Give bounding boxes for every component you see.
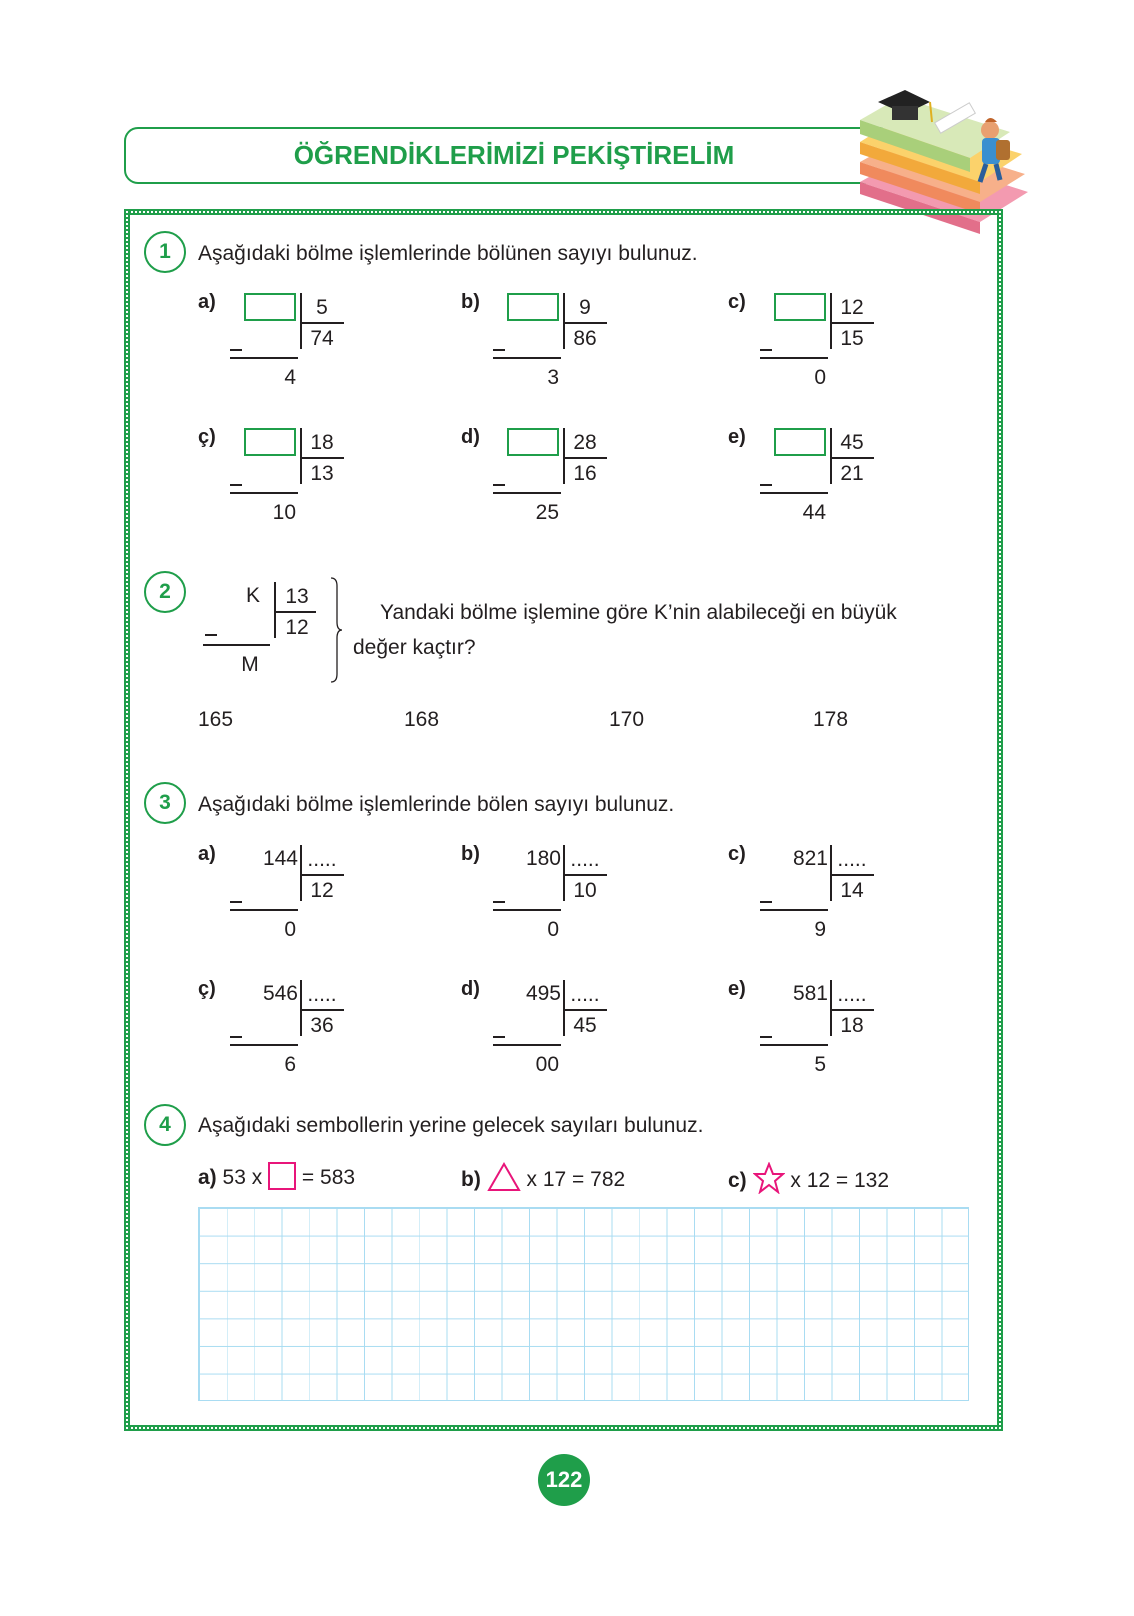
division-problem	[198, 978, 398, 1078]
question-4-text: Aşağıdaki sembollerin yerine gelecek sayıları bulunuz.	[198, 1114, 704, 1137]
quotient: 15	[840, 327, 864, 350]
divisor-line	[274, 611, 316, 613]
divisor-blank[interactable]: .....	[307, 983, 337, 1006]
subtraction-line	[230, 492, 298, 494]
remainder: M	[241, 653, 259, 676]
divisor-line	[300, 1009, 344, 1011]
page-title: ÖĞRENDİKLERİMİZİ PEKİŞTİRELİM	[293, 140, 735, 170]
item-a	[198, 1162, 355, 1190]
dividend: K	[245, 584, 260, 607]
minus-sign	[230, 1036, 242, 1038]
remainder: 3	[547, 366, 559, 389]
quotient: 36	[310, 1014, 334, 1037]
dividend: 495	[525, 982, 561, 1005]
divisor: 18	[310, 431, 334, 454]
question-2-text-line1: Yandaki bölme işlemine göre K’nin alabileceği en büyük	[380, 601, 897, 624]
item-label: a)	[198, 291, 216, 313]
division-problem	[461, 291, 661, 391]
division-problem	[461, 843, 661, 943]
expression-right: x 12 = 132	[790, 1169, 890, 1192]
square-symbol-icon	[268, 1162, 296, 1190]
item-label: c)	[728, 291, 746, 313]
subtraction-line	[203, 644, 270, 646]
minus-sign	[760, 901, 772, 903]
minus-sign	[760, 484, 772, 486]
label: c)	[728, 1169, 747, 1192]
expression-left: 53 x	[222, 1166, 263, 1189]
item-label: a)	[198, 843, 216, 865]
answer-box[interactable]	[507, 293, 559, 321]
remainder: 0	[284, 918, 296, 941]
subtraction-line	[760, 492, 828, 494]
subtraction-line	[760, 1044, 828, 1046]
divisor: 28	[573, 431, 597, 454]
divisor-blank[interactable]: .....	[837, 983, 867, 1006]
dividend: 821	[792, 847, 828, 870]
divisor: 13	[285, 585, 309, 608]
divisor-line	[300, 874, 344, 876]
division-k	[198, 580, 398, 680]
divisor-line	[563, 1009, 607, 1011]
division-problem	[728, 843, 928, 943]
subtraction-line	[493, 492, 561, 494]
divisor-line	[563, 457, 607, 459]
minus-sign	[230, 349, 242, 351]
item-label: d)	[461, 426, 480, 448]
minus-sign	[230, 484, 242, 486]
divisor-line	[300, 322, 344, 324]
remainder: 9	[814, 918, 826, 941]
item-label: ç)	[198, 426, 216, 448]
item-label: e)	[728, 426, 746, 448]
divisor-blank[interactable]: .....	[837, 848, 867, 871]
minus-sign	[760, 349, 772, 351]
divisor-line	[830, 874, 874, 876]
subtraction-line	[493, 1044, 561, 1046]
minus-sign	[493, 901, 505, 903]
divisor-blank[interactable]: .....	[307, 848, 337, 871]
answer-box[interactable]	[507, 428, 559, 456]
item-label: d)	[461, 978, 480, 1000]
label: a)	[198, 1166, 217, 1189]
option-a[interactable]: 165	[198, 708, 234, 731]
quotient: 18	[840, 1014, 864, 1037]
division-problem	[198, 843, 398, 943]
answer-box[interactable]	[244, 293, 296, 321]
divisor-line	[830, 322, 874, 324]
quotient: 12	[310, 879, 334, 902]
dividend: 581	[792, 982, 828, 1005]
brace-icon	[328, 576, 344, 684]
divisor: 45	[840, 431, 864, 454]
quotient: 13	[310, 462, 334, 485]
divisor-line	[830, 457, 874, 459]
label: b)	[461, 1168, 481, 1191]
remainder: 4	[284, 366, 296, 389]
item-label: e)	[728, 978, 746, 1000]
divisor-blank[interactable]: .....	[570, 983, 600, 1006]
divisor-line	[830, 1009, 874, 1011]
expression-right: = 583	[301, 1166, 356, 1189]
dividend: 144	[262, 847, 298, 870]
item-label: b)	[461, 291, 480, 313]
page-number: 122	[538, 1454, 590, 1506]
remainder: 10	[272, 501, 296, 524]
divisor-blank[interactable]: .....	[570, 848, 600, 871]
quotient: 74	[310, 327, 334, 350]
question-1-text: Aşağıdaki bölme işlemlerinde bölünen sayıyı bulunuz.	[198, 242, 698, 265]
option-d[interactable]: 178	[813, 708, 849, 731]
subtraction-line	[760, 909, 828, 911]
triangle-symbol-icon	[487, 1162, 521, 1192]
remainder: 25	[535, 501, 559, 524]
subtraction-line	[760, 357, 828, 359]
question-number-2: 2	[144, 571, 186, 613]
quotient: 12	[285, 616, 309, 639]
division-problem	[198, 426, 398, 526]
answer-box[interactable]	[244, 428, 296, 456]
remainder: 5	[814, 1053, 826, 1076]
minus-sign	[493, 349, 505, 351]
remainder: 0	[814, 366, 826, 389]
answer-box[interactable]	[774, 428, 826, 456]
answer-box[interactable]	[774, 293, 826, 321]
minus-sign	[760, 1036, 772, 1038]
divisor: 12	[840, 296, 864, 319]
question-2-text-line2: değer kaçtır?	[353, 636, 476, 659]
subtraction-line	[230, 909, 298, 911]
quotient: 16	[573, 462, 597, 485]
divisor-line	[300, 457, 344, 459]
item-c	[728, 1162, 889, 1194]
answer-grid[interactable]	[198, 1207, 969, 1401]
subtraction-line	[493, 357, 561, 359]
division-problem	[461, 426, 661, 526]
item-label: c)	[728, 843, 746, 865]
dividend: 180	[525, 847, 561, 870]
question-number-4: 4	[144, 1104, 186, 1146]
item-label: b)	[461, 843, 480, 865]
remainder: 44	[802, 501, 826, 524]
divisor: 5	[316, 296, 328, 319]
minus-sign	[230, 901, 242, 903]
remainder: 0	[547, 918, 559, 941]
quotient: 14	[840, 879, 864, 902]
quotient: 86	[573, 327, 597, 350]
expression-right: x 17 = 782	[526, 1168, 626, 1191]
remainder: 00	[535, 1053, 559, 1076]
division-problem	[728, 978, 928, 1078]
division-problem	[728, 426, 928, 526]
dividend: 546	[262, 982, 298, 1005]
quotient: 10	[573, 879, 597, 902]
subtraction-line	[493, 909, 561, 911]
division-problem	[461, 978, 661, 1078]
remainder: 6	[284, 1053, 296, 1076]
question-3-text: Aşağıdaki bölme işlemlerinde bölen sayıyı bulunuz.	[198, 793, 675, 816]
item-label: ç)	[198, 978, 216, 1000]
item-b	[461, 1162, 625, 1192]
division-problem	[728, 291, 928, 391]
minus-sign	[493, 1036, 505, 1038]
quotient: 45	[573, 1014, 597, 1037]
question-number-1: 1	[144, 231, 186, 273]
division-problem	[198, 291, 398, 391]
divisor-line	[563, 874, 607, 876]
minus-sign	[493, 484, 505, 486]
divisor-line	[563, 322, 607, 324]
question-number-3: 3	[144, 782, 186, 824]
option-b[interactable]: 168	[404, 708, 440, 731]
subtraction-line	[230, 1044, 298, 1046]
subtraction-line	[230, 357, 298, 359]
option-c[interactable]: 170	[609, 708, 645, 731]
quotient: 21	[840, 462, 864, 485]
minus-sign	[205, 634, 217, 636]
divisor: 9	[579, 296, 591, 319]
star-symbol-icon	[753, 1162, 785, 1194]
